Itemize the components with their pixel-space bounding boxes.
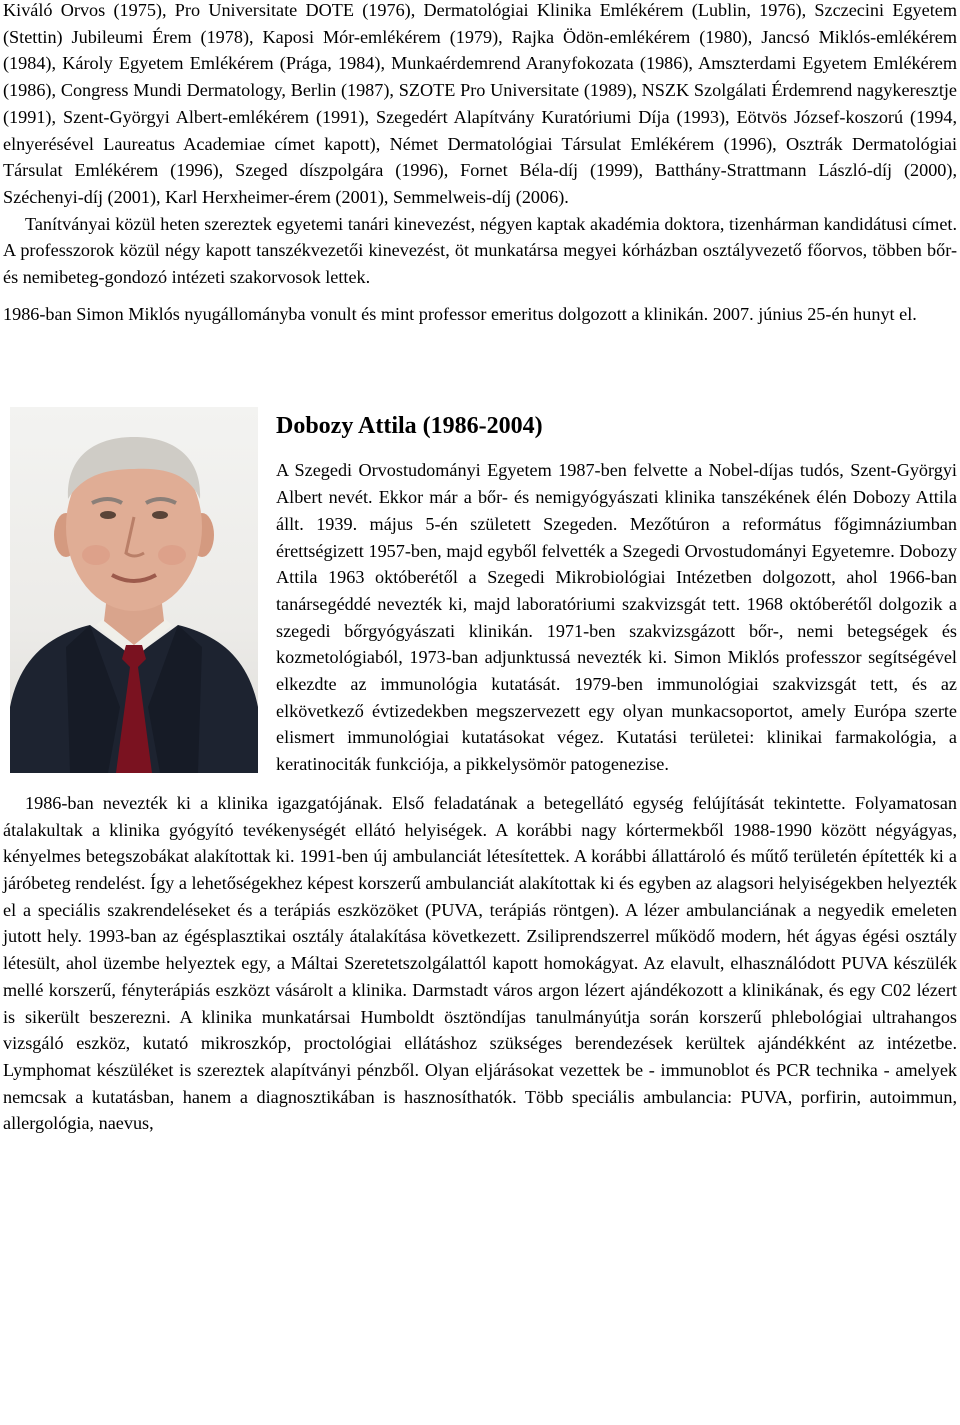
dobozy-section [3,407,957,777]
section-heading: Dobozy Attila (1986-2004) [276,413,543,440]
retirement-paragraph: 1986-ban Simon Miklós nyugállományba vonult és mint professor emeritus dolgozott a klinikán. 2007. június 25-én hunyt el. [3,303,917,324]
portrait-photo [10,407,258,773]
career-paragraph: A Szegedi Orvostudományi Egyetem 1987-ben felvette a Nobel-díjas tudós, Szent-Györgyi Albert nevét. Ekkor már a bőr- és nemigyógyászati klinika tanszékének élén Dobozy Attila állt. 1939. május 5-én született Szegeden. Mezőtúron a református főgimnáziumban érettségizett 1957-ben, majd egyből felvették a Szegedi Orvostudományi Egyetemre. Dobozy Attila 1963 októberétől a Szegedi Mikrobiológiai Intézetben dolgozott, ahol 1966-ban tanársegéddé nevezték ki, majd laboratóriumi szakvizsgát tett. 1968 októberétől dolgozik a szegedi bőrgyógyászati klinikán. 1971-ben szakvizsgázott bőr-, nemi betegségek és kozmetológiaból, 1973-ban adjunktussá nevezték ki. Simon Miklós professzor segítségével elkezdte az immunológia kutatását. 1979-ben immunológiai szakvizsgát tett, és az elkövetkező évtizedekben megszervezett egy olyan munkacsoportot, amely Európa szerte elismert immunológiai kutatásokat végez. Kutatási területei: klinikai farmakológia, a keratinociták funkciója, a pikkelysömör patogenezise. [276,460,957,775]
awards-paragraph: Kiváló Orvos (1975), Pro Universitate DOTE (1976), Dermatológiai Klinika Emlékérem (Lublin, 1976), Szczecini Egyetem (Stettin) Jubileumi Érem (1978), Kaposi Mór-emlékérem (1979), Rajka Ödön-emlékérem (1980), Jancsó Miklós-emlékérem (1984), Károly Egyetem Emlékérem (Prága, 1984), Munkaérdemrend Aranyfokozata (1986), Amszterdami Egyetem Emlékérem (1986), Congress Mundi Dermatology, Berlin (1987), SZOTE Pro Universitate (1989), NSZK Szolgálati Érdemrend nagykeresztje (1991), Szent-Györgyi Albert-emlékérem (1991), Szegedért Alapítvány Kuratóriumi Díja (1993), Eötvös József-koszorú (1994, elnyerésével Laureatus Academiae címet kapott), Német Dermatológiai Társulat Emlékérem (1996), Osztrák Dermatológiai Társulat Emlékérem (1996), Szeged díszpolgára (1996), Fornet Béla-díj (1999), Batthány-Strattmann László-díj (2000), Széchenyi-díj (2001), Karl Herxheimer-érem (2001), Semmelweis-díj (2006). [3,0,957,207]
students-paragraph: Tanítványai közül heten szereztek egyetemi tanári kinevezést, négyen kaptak akadémia doktora, tizenhárman kandidátusi címet. A professzorok közül négy kapott tanszékvezetői kinevezést, öt munkatársa megyei kórházban osztályvezető főorvos, többen bőr- és nemibeteg-gondozó intézeti szakorvosok lettek. [3,213,957,288]
document-page [3,0,957,1137]
portrait-illustration [10,407,258,773]
director-paragraph: 1986-ban nevezték ki a klinika igazgatójának. Első feladatának a betegellátó egység felújítását tekintette. Folyamatosan átalakultak a klinika gyógyító tevékenységét ellátó helyiségek. A korábbi nagy kórtermekből 1988-1990 között négyágyas, kényelmes betegszobákat alakítottak ki. 1991-ben új ambulanciát létesítettek. A korábbi állattároló és műtő területén építették ki a járóbeteg rendelést. Így a lehetőségekhez képest korszerű ambulanciát alakítottak ki és egyben az alagsori helyiségekben helyezték el a speciális szakrendeléseket és a terápiás eszközöket (PUVA, terápiás röntgen). A lézer ambulanciának a negyedik emeleten jutott hely. 1993-ban az égésplasztikai osztály átalakítása következett. Zsiliprendszerrel működő modern, hét ágyas égési osztály létesült, ahol üzembe helyeztek egy, a Máltai Szeretetszolgálattól kapott homokágyat. Az elavult, elhasználódott PUVA készülék mellé korszerű, fényterápiás eszközt vásárolt a klinika. Darmstadt város argon lézert ajándékozott a klinikának, és egy C02 lézert is sikerült beszerezni. A klinika munkatársai Humboldt ösztöndíjas tanulmányútja során korszerű phlebológiai ultrahangos vizsgáló eszköz, kutató mikroszkóp, proctológiai ellátáshoz szükséges berendezések kerültek ajándékként az intézetbe. Lymphomat készüléket is szereztek alapítványi pénzből. Olyan eljárásokat vezettek be - immunoblot és PCR technika - amelyek nemcsak a kutatásban, hanem a diagnosztikában is hasznosíthatók. Több speciális ambulancia: PUVA, porfirin, autoimmun, allergológia, naevus, [3,792,957,1134]
